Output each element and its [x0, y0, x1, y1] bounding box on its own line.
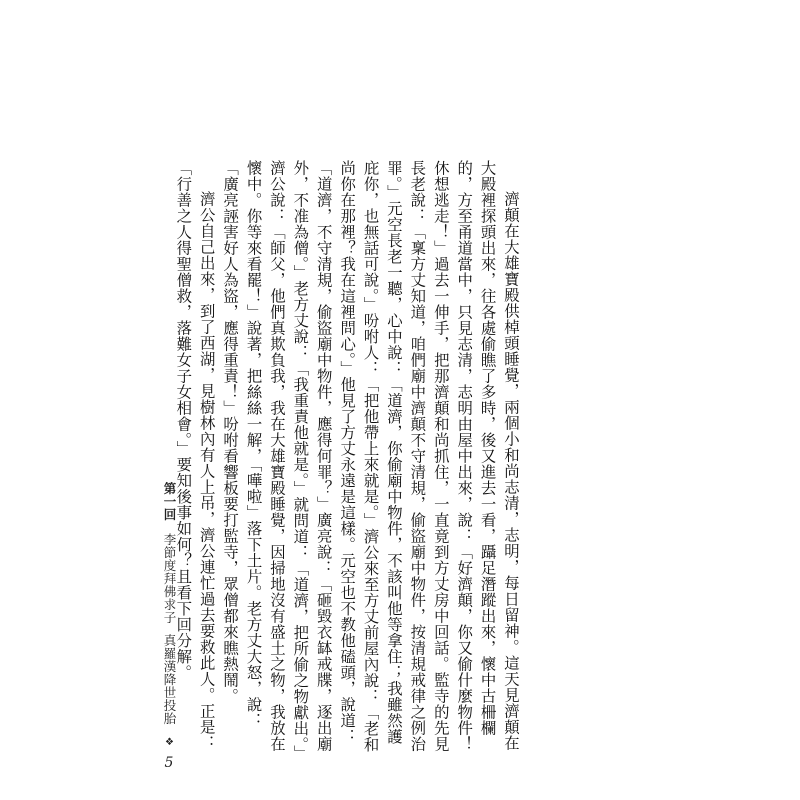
running-head: [161, 482, 177, 792]
chapter-number: 第一回: [162, 482, 177, 521]
ornament-icon: ❖: [164, 737, 175, 749]
paragraph-1: 濟顛在大雄寶殿供棹頭睡覺，兩個小和尚志清，志明，每日留神。這天見濟顛在大殿裡探頭出來，往各處偷瞧了多時，後又進去一看，躡足潛蹤出來，懷中古柵欄的，方至甬道當中，只見志清，志明由屋中出來，說：「好濟顛，你又偷什麼物件！休想逃走！」過去一伸手，把那濟顛和尚抓住，一直竟到方丈房中回話。監寺的先見長老說：「稟方丈知道，咱們廟中濟顛不守清規，偷盜廟中物件，按清規戒律之例治罪。」元空長老一聽，心中說：「道濟，你偷廟中物件，不該叫他等拿住；我雖然護庇你，也無話可說。」吩咐人：「把他帶上來就是。」濟公來至方丈前屋內說：「老和尚你在那裡？我在這裡問心。」他見了方丈永遠是這樣。元空也不教他磕頭，說道：「道濟，不守清規，偷盜廟中物件，應得何罪？」廣亮說：「砸毀衣缽戒牒，逐出廟外，不准為僧。」老方丈說：「我重責他就是。」就問道：「道濟，把所偷之物獻出。」濟公說：「師父，他們真欺負我，我在大雄寶殿睡覺，因掃地沒有盛土之物，我放在懷中。你等來看罷！」說著，把絲絲一解，「嘩啦」落下土片。老方丈大怒，說：「廣亮誣害好人為盜，應得重責！」吩咐看響板要打監寺，眾僧都來瞧熱鬧。: [221, 160, 520, 754]
paragraph-2: 濟公自己出來，到了西湖，見樹林內有人上吊，濟公連忙過去要救此人。正是：「行善之人得聖僧救，落難女子女相會。」要知後事如何？且看下回分解。: [174, 160, 216, 751]
chapter-title-line-1: 李節度拜佛求子: [162, 533, 177, 624]
page-number: 5: [161, 754, 177, 771]
body-text: [171, 160, 522, 760]
chapter-title-line-2: 真羅漢降世投胎: [162, 634, 177, 725]
